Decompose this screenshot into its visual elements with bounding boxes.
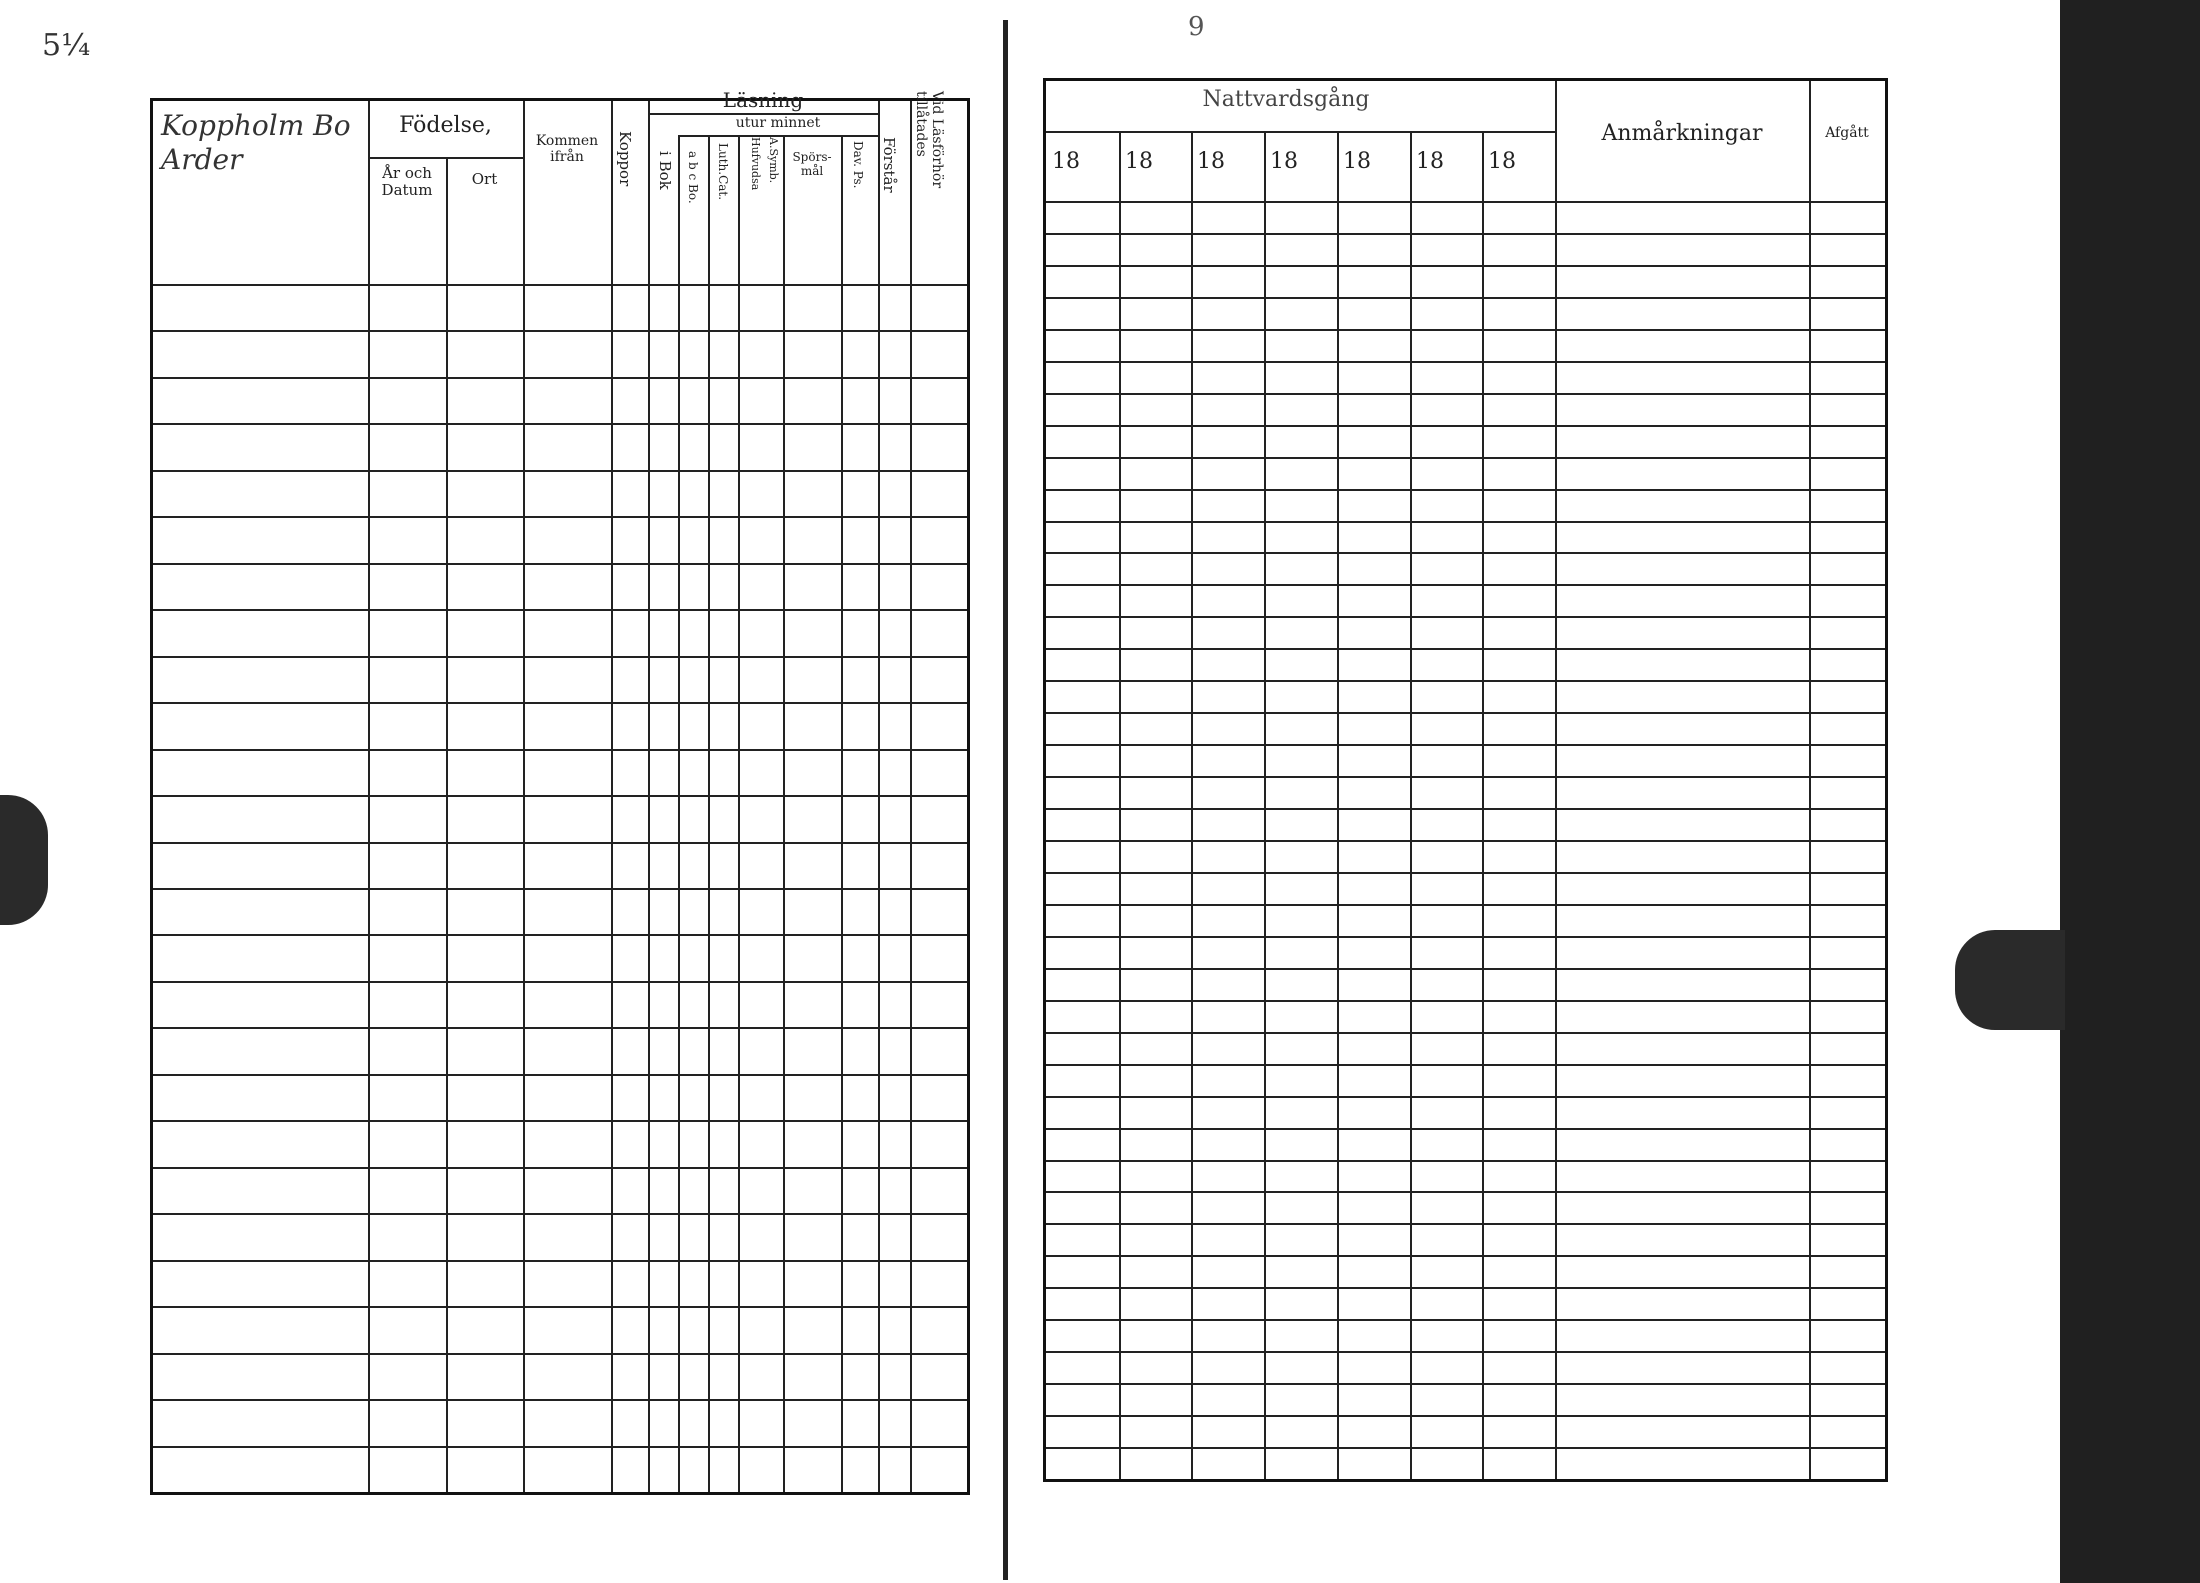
nattvardsgang-rule (1046, 131, 1555, 133)
left-subcolumn-rule (841, 135, 843, 1492)
right-year-column-rule (1264, 131, 1266, 1479)
right-year-column-rule (1119, 131, 1121, 1479)
right-year-column-rule (1410, 131, 1412, 1479)
left-row-rule (153, 888, 967, 890)
left-row-rule (153, 1120, 967, 1122)
right-column-rule (1555, 81, 1557, 1479)
right-row-rule (1046, 329, 1885, 331)
right-row-rule (1046, 1032, 1885, 1034)
right-register-table (1043, 78, 1888, 1482)
right-row-rule (1046, 233, 1885, 235)
right-row-rule (1046, 297, 1885, 299)
header-afgatt: Afgått (1825, 125, 1869, 141)
right-row-rule (1046, 680, 1885, 682)
right-row-rule (1046, 521, 1885, 523)
left-row-rule (153, 842, 967, 844)
left-page-number: 5¼ (42, 28, 91, 63)
right-row-rule (1046, 616, 1885, 618)
left-row-rule (153, 609, 967, 611)
header-vid-lasforhor: Vid Läsförhör tillåtades (913, 91, 945, 189)
right-row-rule (1046, 1287, 1885, 1289)
left-row-rule (153, 1074, 967, 1076)
year-header: 18 (1197, 149, 1225, 174)
left-column-rule (611, 101, 613, 1492)
right-row-rule (1046, 1383, 1885, 1385)
left-row-rule (153, 516, 967, 518)
right-row-rule (1046, 776, 1885, 778)
right-clip-shadow (1955, 930, 2065, 1030)
left-row-rule (153, 1167, 967, 1169)
header-ort: Ort (471, 170, 498, 188)
left-subcolumn-rule (446, 157, 448, 1492)
left-row-rule (153, 656, 967, 658)
right-row-rule (1046, 1128, 1885, 1130)
year-header: 18 (1488, 149, 1516, 174)
left-register-table (150, 88, 970, 1495)
right-row-rule (1046, 1255, 1885, 1257)
place-heading: Koppholm Bo Arder (161, 109, 351, 176)
left-column-rule (523, 101, 525, 1492)
header-sporsmal: Spörs- mål (792, 150, 832, 178)
right-row-rule (1046, 457, 1885, 459)
left-subcolumn-rule (678, 135, 680, 1492)
header-nattvardsgang: Nattvardsgång (1202, 87, 1370, 112)
year-header: 18 (1416, 149, 1444, 174)
left-row-rule (153, 423, 967, 425)
right-row-rule (1046, 393, 1885, 395)
right-row-rule (1046, 361, 1885, 363)
right-row-rule (1046, 552, 1885, 554)
scan-edge (2060, 0, 2200, 1583)
right-row-rule (1046, 425, 1885, 427)
left-row-rule (153, 1399, 967, 1401)
header-utur-minnet: utur minnet (735, 115, 821, 131)
header-dav-ps: Dav. Ps. (851, 141, 865, 189)
right-header-rule (1046, 201, 1885, 203)
left-column-rule (878, 101, 880, 1492)
right-year-column-rule (1191, 131, 1193, 1479)
right-row-rule (1046, 1415, 1885, 1417)
header-kommen-ifran: Kommen ifrån (535, 133, 599, 166)
header-koppor: Koppor (616, 131, 634, 187)
left-row-rule (153, 470, 967, 472)
left-column-rule (368, 101, 370, 1492)
right-row-rule (1046, 1447, 1885, 1449)
left-column-rule (648, 101, 650, 1492)
right-column-rule (1809, 81, 1811, 1479)
header-a-symb: A.Symb. (767, 137, 780, 184)
right-row-rule (1046, 872, 1885, 874)
header-i-bok: i Bok (656, 151, 674, 190)
right-row-rule (1046, 1064, 1885, 1066)
right-row-rule (1046, 1223, 1885, 1225)
year-header: 18 (1343, 149, 1371, 174)
right-page-number: 9 (1188, 12, 1205, 42)
right-row-rule (1046, 1160, 1885, 1162)
right-year-column-rule (1337, 131, 1339, 1479)
header-luth-cat: Luth.Cat. (716, 143, 730, 201)
left-row-rule (153, 1027, 967, 1029)
header-anmarkningar: Anmårkningar (1601, 121, 1763, 146)
right-row-rule (1046, 1351, 1885, 1353)
left-row-rule (153, 749, 967, 751)
right-row-rule (1046, 265, 1885, 267)
right-row-rule (1046, 648, 1885, 650)
left-row-rule (153, 377, 967, 379)
left-subcolumn-rule (708, 135, 710, 1492)
right-row-rule (1046, 744, 1885, 746)
left-row-rule (153, 1353, 967, 1355)
year-header: 18 (1125, 149, 1153, 174)
right-row-rule (1046, 936, 1885, 938)
left-row-rule (153, 1446, 967, 1448)
left-row-rule (153, 330, 967, 332)
left-clip-shadow (0, 795, 48, 925)
right-row-rule (1046, 1319, 1885, 1321)
right-row-rule (1046, 584, 1885, 586)
left-header-rule (153, 284, 967, 286)
year-header: 18 (1052, 149, 1080, 174)
header-fodelse: Födelse, (399, 113, 492, 138)
right-row-rule (1046, 904, 1885, 906)
left-row-rule (153, 981, 967, 983)
left-row-rule (153, 795, 967, 797)
right-row-rule (1046, 1000, 1885, 1002)
left-row-rule (153, 1306, 967, 1308)
header-ar-och-datum: År och Datum (381, 164, 433, 200)
left-subcolumn-rule (738, 135, 740, 1492)
right-row-rule (1046, 489, 1885, 491)
header-lasning: Läsning (722, 88, 804, 112)
left-subcolumn-rule (783, 135, 785, 1492)
right-row-rule (1046, 1096, 1885, 1098)
right-row-rule (1046, 808, 1885, 810)
right-row-rule (1046, 712, 1885, 714)
right-row-rule (1046, 840, 1885, 842)
left-column-rule (910, 101, 912, 1492)
header-hufvudsakliga: Hufvudsa (749, 137, 762, 191)
year-header: 18 (1270, 149, 1298, 174)
left-row-rule (153, 1260, 967, 1262)
book-spine (1003, 20, 1008, 1580)
left-row-rule (153, 934, 967, 936)
right-row-rule (1046, 1191, 1885, 1193)
left-row-rule (153, 563, 967, 565)
header-abc-bok: a b c Bo. (686, 151, 700, 204)
left-row-rule (153, 1213, 967, 1215)
header-forstar: Förstår (880, 137, 898, 193)
right-row-rule (1046, 968, 1885, 970)
right-year-column-rule (1482, 131, 1484, 1479)
left-row-rule (153, 702, 967, 704)
